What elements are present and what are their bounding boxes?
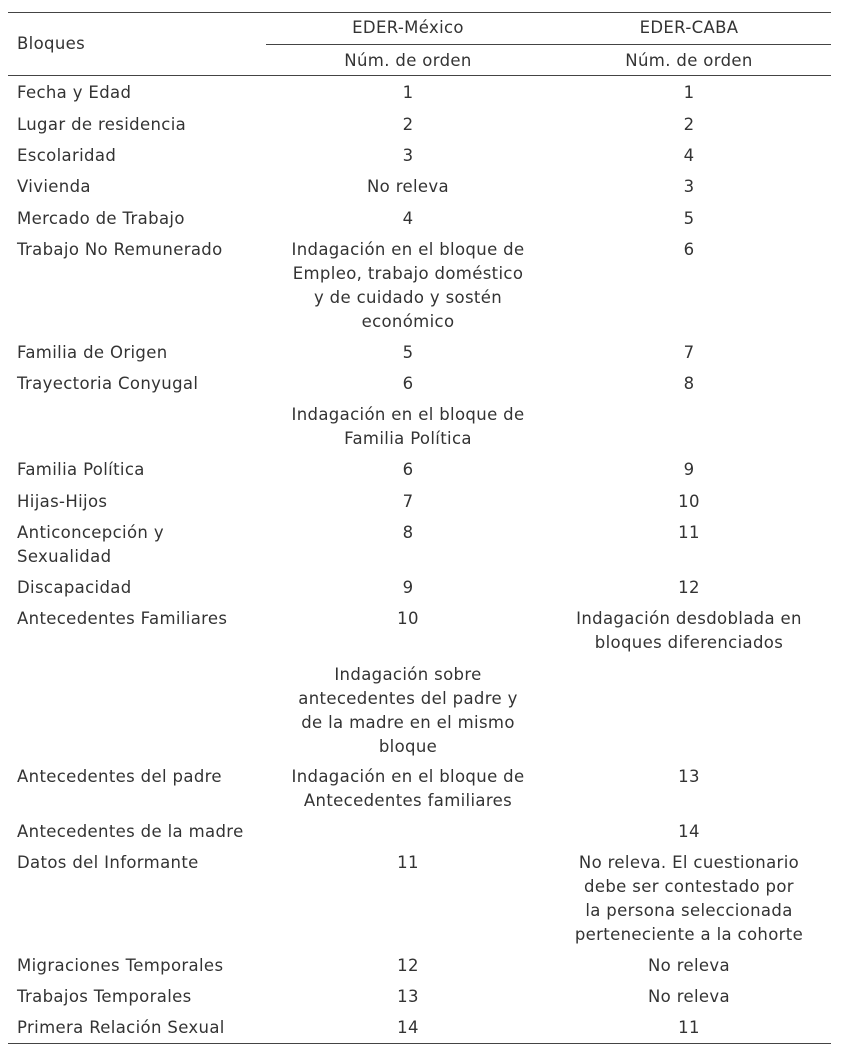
cell-bloque [17,113,267,137]
cell-line: Discapacidad [17,578,132,597]
cell-line: 1 [683,83,695,102]
cell-line: Antecedentes familiares [303,791,513,810]
cell-line: 12 [397,956,419,975]
cell-line: 6 [402,460,414,479]
cell-line: Indagación desdoblada en [576,609,802,628]
cell-line: Indagación en el bloque de [291,767,525,786]
bottom-rule [8,1043,831,1044]
cell-line: Antecedentes Familiares [17,609,228,628]
cell-line: No releva [366,177,450,196]
cell-eder-caba [548,985,830,1009]
cell-eder-caba [548,490,830,514]
cell-line: Indagación sobre [334,665,482,684]
cell-bloque [17,820,267,844]
cell-line: 13 [678,767,700,786]
cell-line: 13 [397,987,419,1006]
cell-bloque [17,765,267,789]
header-eder-mexico: EDER-México [352,18,464,37]
cell-eder-caba [548,765,830,789]
cell-line: Hijas-Hijos [17,492,108,511]
cell-line: la persona seleccionada [585,901,793,920]
cell-line: Familia Política [17,460,145,479]
cell-line: y de cuidado y sostén [313,288,503,307]
cell-bloque [17,341,267,365]
cell-line: 7 [402,492,414,511]
cell-eder-caba [548,458,830,482]
cell-eder-mexico [268,238,548,334]
cell-line: 4 [683,146,695,165]
cell-line: 5 [683,209,695,228]
cell-line: 14 [397,1018,419,1037]
cell-line: bloque [378,737,438,756]
cell-bloque [17,81,267,105]
top-rule [8,12,831,13]
header-eder-caba: EDER-CABA [639,18,739,37]
header-bloques: Bloques [17,34,86,53]
cell-line: Lugar de residencia [17,115,187,134]
header-num-orden-caba: Núm. de orden [625,51,753,70]
cell-line: económico [361,312,455,331]
cell-eder-caba [548,175,830,199]
cell-eder-mexico [268,576,548,600]
cell-line: Migraciones Temporales [17,956,224,975]
cell-line: 11 [678,1018,700,1037]
cell-eder-mexico [268,81,548,105]
cell-eder-caba [548,341,830,365]
cell-line: Antecedentes del padre [17,767,222,786]
cell-eder-mexico [268,851,548,875]
cell-line: 10 [397,609,419,628]
cell-line: Familia Política [344,429,472,448]
cell-line: 11 [678,523,700,542]
cell-eder-mexico [268,607,548,631]
cell-line: Datos del Informante [17,853,199,872]
cell-bloque [17,175,267,199]
cell-bloque [17,1016,267,1040]
cell-eder-mexico [268,985,548,1009]
cell-bloque [17,521,267,569]
cell-line: 11 [397,853,419,872]
cell-line: 9 [402,578,414,597]
cell-eder-mexico [268,521,548,545]
cell-line: 2 [683,115,695,134]
cell-eder-mexico [268,490,548,514]
cell-line: Indagación en el bloque de [291,405,525,424]
cell-line: de la madre en el mismo [301,713,515,732]
cell-line: Sexualidad [17,547,112,566]
header-num-orden-mexico: Núm. de orden [344,51,472,70]
cell-line: 8 [402,523,414,542]
cell-line: Empleo, trabajo doméstico [292,264,524,283]
cell-line: 12 [678,578,700,597]
cell-eder-mexico [268,144,548,168]
cell-eder-mexico [268,403,548,451]
cell-eder-caba [548,851,830,947]
cell-line: Primera Relación Sexual [17,1018,225,1037]
cell-bloque [17,576,267,600]
cell-eder-mexico [268,954,548,978]
cell-line: 4 [402,209,414,228]
cell-bloque [17,207,267,231]
cell-eder-caba [548,113,830,137]
cell-eder-caba [548,144,830,168]
cell-eder-mexico [268,765,548,813]
cell-eder-caba [548,207,830,231]
header-group-rule [266,44,831,45]
cell-eder-mexico [268,113,548,137]
cell-line: bloques diferenciados [594,633,784,652]
cell-line: perteneciente a la cohorte [574,925,804,944]
cell-eder-mexico [268,1016,548,1040]
cell-line: No releva. El cuestionario [578,853,800,872]
cell-eder-caba [548,1016,830,1040]
cell-line: 2 [402,115,414,134]
cell-eder-caba [548,81,830,105]
cell-eder-caba [548,238,830,262]
cell-line: 9 [683,460,695,479]
cell-line: 1 [402,83,414,102]
cell-bloque [17,238,267,262]
cell-line: Indagación en el bloque de [291,240,525,259]
cell-bloque [17,954,267,978]
cell-line: No releva [647,987,731,1006]
cell-line: 6 [683,240,695,259]
cell-eder-caba [548,607,830,655]
cell-line: debe ser contestado por [584,877,794,896]
cell-line: Trabajos Temporales [17,987,192,1006]
cell-line: Trabajo No Remunerado [17,240,223,259]
cell-eder-caba [548,372,830,396]
cell-eder-mexico [268,207,548,231]
cell-line: Fecha y Edad [17,83,132,102]
cell-line: antecedentes del padre y [298,689,518,708]
cell-line: Escolaridad [17,146,117,165]
cell-line: Trayectoria Conyugal [17,374,199,393]
cell-eder-mexico [268,458,548,482]
cell-line: No releva [647,956,731,975]
cell-line: 8 [683,374,695,393]
cell-line: 14 [678,822,700,841]
cell-line: 5 [402,343,414,362]
cell-bloque [17,490,267,514]
header-bottom-rule [8,75,831,76]
cell-line: Mercado de Trabajo [17,209,185,228]
cell-bloque [17,144,267,168]
cell-bloque [17,851,267,875]
cell-eder-mexico [268,663,548,759]
cell-line: 7 [683,343,695,362]
cell-bloque [17,372,267,396]
cell-line: Antecedentes de la madre [17,822,244,841]
cell-line: 3 [683,177,695,196]
cell-eder-mexico [268,341,548,365]
cell-bloque [17,985,267,1009]
cell-line: Vivienda [17,177,91,196]
cell-eder-caba [548,954,830,978]
cell-line: 6 [402,374,414,393]
cell-eder-caba [548,820,830,844]
cell-line: 10 [678,492,700,511]
cell-eder-mexico [268,372,548,396]
cell-line: Familia de Origen [17,343,168,362]
cell-bloque [17,607,267,631]
cell-eder-mexico [268,175,548,199]
cell-eder-caba [548,521,830,545]
cell-line: 3 [402,146,414,165]
cell-eder-caba [548,576,830,600]
cell-bloque [17,458,267,482]
cell-line: Anticoncepción y [17,523,164,542]
